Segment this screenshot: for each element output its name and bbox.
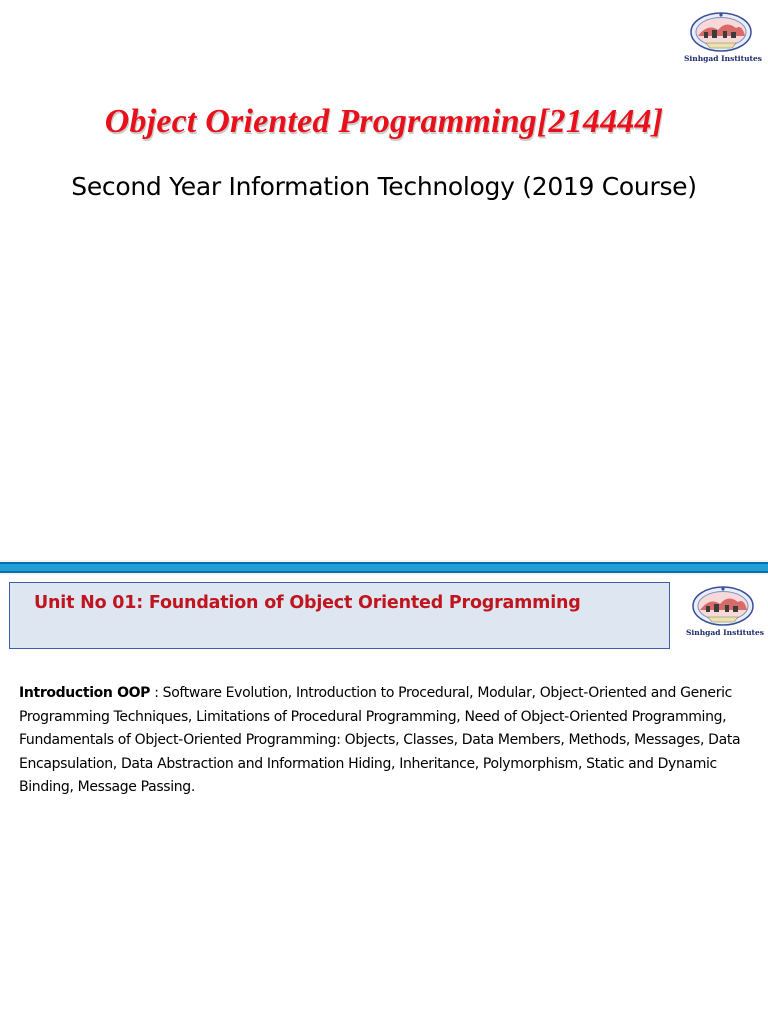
- unit-header-box: [9, 582, 670, 649]
- sinhgad-logo: [684, 10, 763, 68]
- sinhgad-emblem-icon: [684, 10, 758, 54]
- sinhgad-emblem-icon: [686, 584, 760, 628]
- intro-label: Introduction OOP: [19, 685, 151, 701]
- slide-title: Object Oriented Programming[214444]: [104, 103, 664, 140]
- slide-divider: [0, 560, 768, 575]
- unit-content: [19, 682, 759, 800]
- sinhgad-logo-small: [686, 584, 765, 642]
- logo-caption: Sinhgad Institutes: [684, 54, 763, 63]
- logo-caption: Sinhgad Institutes: [686, 628, 765, 637]
- intro-text: : Software Evolution, Introduction to Procedural, Modular, Object-Oriented and Generic Programming Techniques, Limitations of Procedural Programming, Need of Object-Oriented Programming, Fundamentals of Object-Oriented Programming: Objects, Classes, Data Members, Methods, Messages, Data Encapsulation, Data Abstraction and Information Hiding, Inheritance, Polymorphism, Static and Dynamic Binding, Message Passing.: [19, 685, 741, 795]
- unit-title: Unit No 01: Foundation of Object Oriented Programming: [34, 593, 581, 613]
- divider-bar: [0, 562, 768, 573]
- slide-subtitle: Second Year Information Technology (2019 Course): [71, 172, 697, 201]
- unit-slide: [0, 575, 768, 1024]
